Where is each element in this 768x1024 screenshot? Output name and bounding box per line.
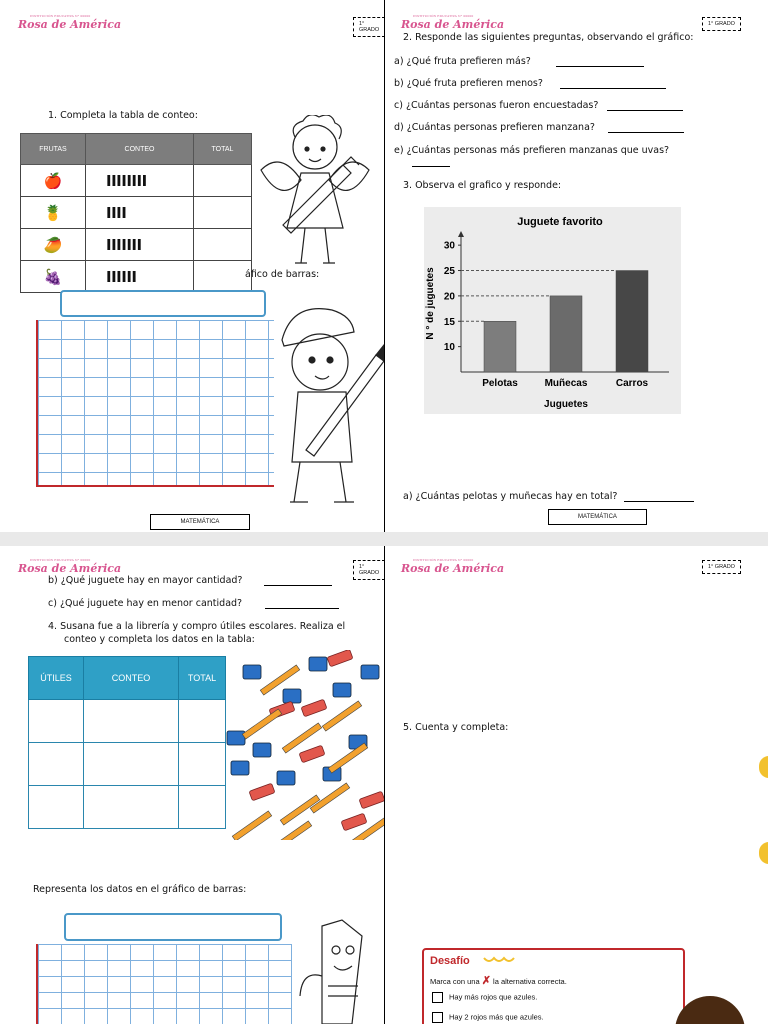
question-5-heading: 5. Cuenta y completa:	[403, 722, 509, 733]
header-frutas: FRUTAS	[21, 134, 86, 165]
bar-chart-svg	[424, 207, 681, 414]
cell[interactable]	[179, 700, 226, 743]
checkbox[interactable]	[432, 1012, 443, 1023]
header-total: TOTAL	[194, 134, 252, 165]
pencil-icon	[328, 743, 367, 773]
table-row	[21, 261, 252, 293]
eraser-icon	[327, 650, 353, 667]
yellow-shape-partial	[759, 842, 768, 864]
desafio-ribbon-icon	[482, 954, 518, 966]
subject-footer: MATEMÁTICA	[150, 514, 250, 530]
tally-marks: IIIIII	[86, 261, 194, 293]
x-tick-label: Carros	[615, 378, 649, 389]
eraser-icon	[359, 791, 384, 809]
question-4-line-2: conteo y completa los datos en la tabla:	[64, 634, 255, 645]
answer-line[interactable]	[412, 158, 450, 167]
y-tick-label: 10	[443, 342, 455, 354]
header-conteo: CONTEO	[84, 657, 179, 700]
total-cell[interactable]	[194, 165, 252, 197]
desafio-box	[422, 948, 685, 1024]
y-tick-label: 20	[443, 291, 455, 303]
school-logo: INSTITUCIÓN EDUCATIVA N° 00000 Rosa de América	[18, 558, 122, 575]
pineapple-icon: 🍍	[21, 197, 86, 229]
eraser-icon	[301, 699, 327, 717]
bar-graph-grid[interactable]	[36, 320, 274, 487]
table-row	[29, 786, 226, 829]
sharpener-icon	[231, 761, 249, 775]
sharpener-icon	[243, 665, 261, 679]
checkbox[interactable]	[432, 992, 443, 1003]
header-utiles: ÚTILES	[29, 657, 84, 700]
y-tick-label: 15	[443, 316, 455, 328]
cell[interactable]	[179, 743, 226, 786]
sharpener-icon	[227, 731, 245, 745]
tally-marks: IIIIIII	[86, 229, 194, 261]
y-tick-label: 30	[443, 240, 455, 252]
x-tick-label: Muñecas	[544, 378, 588, 389]
x-tick-label: Pelotas	[482, 378, 518, 389]
eraser-icon	[341, 813, 367, 831]
table-row	[21, 229, 252, 261]
page-gap	[0, 532, 768, 546]
worksheet-page-1	[0, 0, 384, 532]
chart-title: Juguete favorito	[517, 216, 603, 228]
toy-bar-chart	[424, 207, 681, 414]
bar-muñecas	[550, 296, 582, 372]
fruit-tally-table	[20, 133, 252, 293]
table-row	[21, 165, 252, 197]
graph-title-box[interactable]	[64, 913, 282, 941]
question-2b: b) ¿Qué fruta prefieren menos?	[394, 78, 666, 89]
grade-badge: 1° GRADO	[353, 17, 384, 37]
sharpener-icon	[361, 665, 379, 679]
question-2-heading: 2. Responde las siguientes preguntas, observando el gráfico:	[403, 32, 694, 43]
question-1-heading: 1. Completa la tabla de conteo:	[48, 110, 198, 121]
fairy-girl-illustration	[255, 115, 380, 270]
sharpener-icon	[333, 683, 351, 697]
bar-carros	[616, 271, 648, 372]
bar-chart-caption: áfico de barras:	[245, 269, 320, 280]
grapes-icon: 🍇	[21, 261, 86, 293]
total-cell[interactable]	[194, 261, 252, 293]
cell[interactable]	[29, 700, 84, 743]
y-axis-label: N ° de juguetes	[425, 267, 436, 340]
worksheet-page-2	[385, 0, 768, 532]
cell[interactable]	[29, 786, 84, 829]
school-supplies-table	[28, 656, 226, 829]
table-row	[29, 743, 226, 786]
grade-badge: 1° GRADO	[702, 560, 741, 574]
question-4-line-1: 4. Susana fue a la librería y compro útiles escolares. Realiza el	[48, 621, 346, 632]
total-cell[interactable]	[194, 229, 252, 261]
cell[interactable]	[29, 743, 84, 786]
mango-icon: 🥭	[21, 229, 86, 261]
worksheet-page-3	[0, 546, 384, 1024]
cell[interactable]	[84, 786, 179, 829]
option-2[interactable]: Hay 2 rojos más que azules.	[432, 1012, 544, 1023]
grade-badge: 1° GRADO	[353, 560, 384, 580]
table-row	[29, 700, 226, 743]
school-logo: INSTITUCIÓN EDUCATIVA N° 00000 Rosa de América	[18, 14, 122, 31]
question-2a: a) ¿Qué fruta prefieren más?	[394, 56, 644, 67]
sharpener-icon	[277, 771, 295, 785]
cell[interactable]	[84, 743, 179, 786]
header-total: TOTAL	[179, 657, 226, 700]
pencil-character-illustration	[292, 916, 384, 1024]
graph-title-box[interactable]	[60, 290, 266, 317]
apple-icon: 🍎	[21, 165, 86, 197]
tally-marks: IIIIIIII	[86, 165, 194, 197]
cell[interactable]	[179, 786, 226, 829]
tally-marks: IIII	[86, 197, 194, 229]
question-3a: a) ¿Cuántas pelotas y muñecas hay en total?	[403, 491, 694, 502]
cell[interactable]	[84, 700, 179, 743]
question-c: c) ¿Qué juguete hay en menor cantidad?	[48, 598, 339, 609]
pencil-icon	[272, 821, 311, 840]
represent-caption: Representa los datos en el gráfico de barras:	[33, 884, 247, 895]
worksheet-page-4	[385, 546, 768, 1024]
y-tick-label: 25	[443, 266, 455, 278]
y-axis-arrow	[458, 231, 464, 237]
character-hair-partial	[675, 996, 745, 1024]
bar-graph-grid[interactable]	[36, 944, 292, 1024]
question-b: b) ¿Qué juguete hay en mayor cantidad?	[48, 575, 332, 586]
desafio-title: Desafío	[430, 955, 470, 967]
question-3-heading: 3. Observa el grafico y responde:	[403, 180, 562, 191]
total-cell[interactable]	[194, 197, 252, 229]
grade-badge: 1° GRADO	[702, 17, 741, 31]
sharpener-icon	[309, 657, 327, 671]
school-logo: INSTITUCIÓN EDUCATIVA N° 00000 Rosa de América	[401, 558, 505, 575]
option-1[interactable]: Hay más rojos que azules.	[432, 992, 537, 1003]
pencil-icon	[232, 811, 271, 840]
x-axis-label: Juguetes	[544, 399, 588, 410]
school-logo: INSTITUCIÓN EDUCATIVA N° 00000 Rosa de América	[401, 14, 505, 31]
subject-footer: MATEMÁTICA	[548, 509, 647, 525]
eraser-icon	[299, 745, 325, 763]
pencil-icon	[322, 701, 361, 731]
question-2e: e) ¿Cuántas personas más prefieren manzanas que uvas?	[394, 145, 670, 156]
boy-with-pencil-illustration	[270, 300, 384, 515]
sharpener-icon	[283, 689, 301, 703]
question-2d: d) ¿Cuántas personas prefieren manzana?	[394, 122, 684, 133]
sharpener-icon	[253, 743, 271, 757]
eraser-icon	[249, 783, 275, 801]
header-conteo: CONTEO	[86, 134, 194, 165]
desafio-instruction: Marca con una ✗ la alternativa correcta.	[430, 975, 567, 987]
red-x-icon: ✗	[481, 975, 491, 987]
question-2c: c) ¿Cuántas personas fueron encuestadas?	[394, 100, 683, 111]
school-supplies-illustration	[222, 650, 384, 840]
bar-pelotas	[484, 321, 516, 372]
table-row	[21, 197, 252, 229]
yellow-shape-partial	[759, 756, 768, 778]
pencil-icon	[242, 709, 281, 739]
